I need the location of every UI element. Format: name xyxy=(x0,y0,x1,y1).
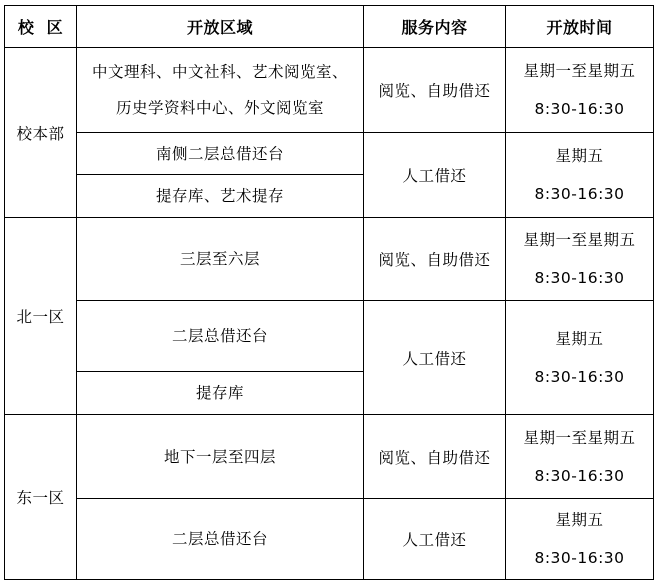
time-days: 星期一至星期五 xyxy=(523,231,636,249)
time-days: 星期一至星期五 xyxy=(523,62,636,80)
time-cell xyxy=(506,301,654,415)
area-line: 二层总借还台 xyxy=(171,530,268,548)
table-row xyxy=(5,48,654,133)
time-days: 星期五 xyxy=(555,329,604,348)
area-cell xyxy=(77,48,364,133)
area-cell xyxy=(77,175,364,218)
campus-cell: 校本部 xyxy=(5,48,77,218)
service-cell: 阅览、自助借还 xyxy=(364,415,506,499)
opening-hours-table xyxy=(4,5,654,580)
area-line: 地下一层至四层 xyxy=(163,447,276,466)
area-line: 南侧二层总借还台 xyxy=(155,144,284,163)
area-line: 历史学资料中心、外文阅览室 xyxy=(115,99,324,117)
time-cell xyxy=(506,133,654,218)
table-row xyxy=(5,415,654,499)
header-campus: 校 区 xyxy=(5,6,77,48)
header-row xyxy=(5,6,654,48)
time-days: 星期五 xyxy=(555,147,604,165)
time-hours: 8:30-16:30 xyxy=(534,549,625,567)
area-line: 提存库 xyxy=(195,384,244,402)
area-cell xyxy=(77,133,364,175)
area-cell xyxy=(77,218,364,301)
header-time: 开放时间 xyxy=(506,6,654,48)
header-area: 开放区域 xyxy=(77,6,364,48)
time-hours: 8:30-16:30 xyxy=(534,100,625,118)
time-hours: 8:30-16:30 xyxy=(534,466,625,485)
area-cell xyxy=(77,372,364,415)
time-hours: 8:30-16:30 xyxy=(534,269,625,287)
area-cell xyxy=(77,499,364,580)
table-row xyxy=(5,499,654,580)
time-days: 星期五 xyxy=(555,511,604,529)
service-cell: 人工借还 xyxy=(364,301,506,415)
time-days: 星期一至星期五 xyxy=(523,428,636,447)
area-line: 提存库、艺术提存 xyxy=(155,187,284,205)
area-line: 三层至六层 xyxy=(179,250,260,268)
service-cell: 人工借还 xyxy=(364,133,506,218)
table-row xyxy=(5,301,654,372)
time-cell xyxy=(506,218,654,301)
table-row xyxy=(5,218,654,301)
time-hours: 8:30-16:30 xyxy=(534,367,625,386)
service-cell: 人工借还 xyxy=(364,499,506,580)
area-cell xyxy=(77,415,364,499)
campus-cell: 东一区 xyxy=(5,415,77,580)
service-cell: 阅览、自助借还 xyxy=(364,218,506,301)
time-cell xyxy=(506,415,654,499)
campus-cell: 北一区 xyxy=(5,218,77,415)
table-row xyxy=(5,133,654,175)
time-hours: 8:30-16:30 xyxy=(534,185,625,203)
time-cell xyxy=(506,499,654,580)
time-cell xyxy=(506,48,654,133)
area-cell xyxy=(77,301,364,372)
area-line: 二层总借还台 xyxy=(171,327,268,345)
header-service: 服务内容 xyxy=(364,6,506,48)
service-cell: 阅览、自助借还 xyxy=(364,48,506,133)
area-line: 中文理科、中文社科、艺术阅览室、 xyxy=(91,63,348,81)
